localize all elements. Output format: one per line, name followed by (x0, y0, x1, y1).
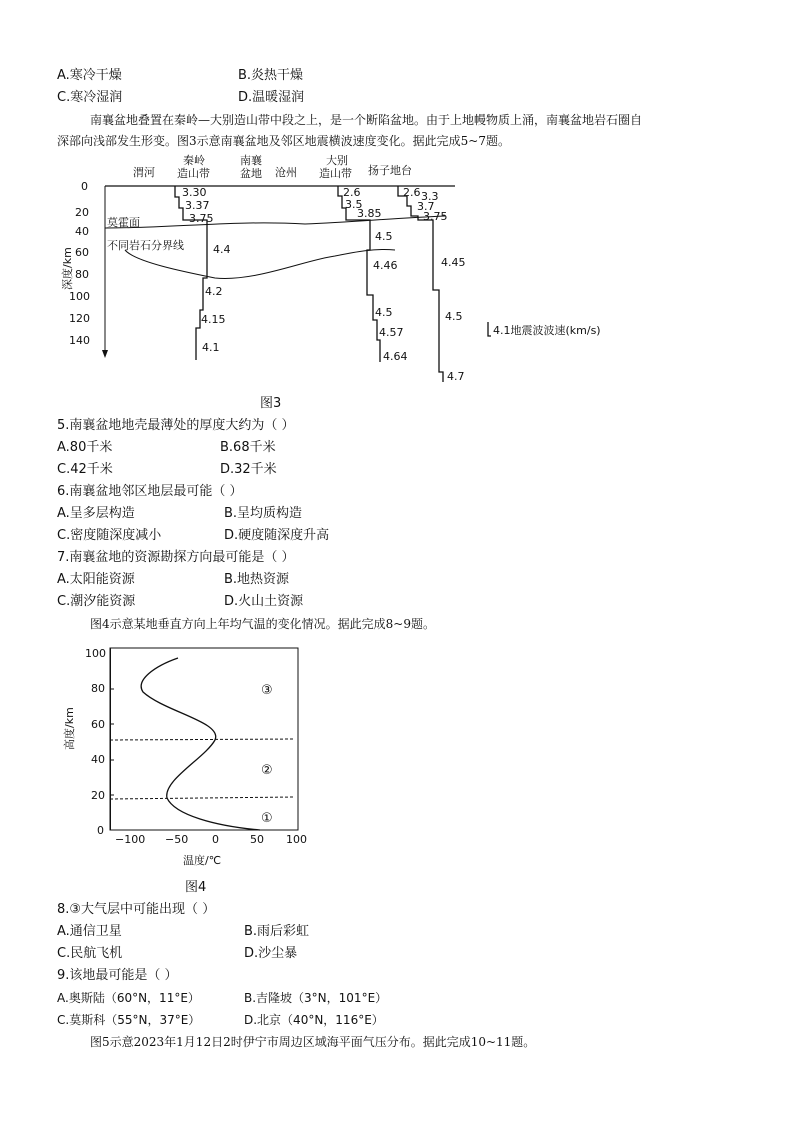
region-label: 盆地 (240, 167, 262, 180)
q5-option-c: C.42千米 (57, 462, 113, 477)
x-tick: −100 (115, 833, 146, 846)
speed-label: 4.4 (213, 243, 231, 256)
y-tick: 40 (91, 753, 105, 766)
temperature-curve (141, 658, 260, 830)
speed-label: 3.5 (345, 198, 363, 211)
speed-label: 4.5 (445, 310, 463, 323)
y-tick: 0 (97, 824, 104, 837)
speed-label: 3.75 (189, 212, 214, 225)
legend-text: 4.1地震波波速(km/s) (493, 324, 601, 337)
q7-option-d: D.火山土资源 (224, 594, 304, 609)
q5-option-a: A.80千米 (57, 440, 113, 455)
depth-tick: 100 (69, 290, 90, 303)
intro-5-7-line1: 南襄盆地叠置在秦岭—大别造山带中段之上，是一个断陷盆地。由于上地幔物质上涌，南襄盆地岩石圈自 (90, 113, 643, 127)
x-tick: 0 (212, 833, 219, 846)
q6-option-c: C.密度随深度减小 (57, 528, 162, 543)
rock-boundary-label: 不同岩石分界线 (107, 239, 184, 252)
q9-option-a: A.奥斯陆（60°N，11°E） (57, 991, 200, 1005)
intro-10-11: 图5示意2023年1月12日2时伊宁市周边区域海平面气压分布。据此完成10~11题。 (90, 1035, 536, 1049)
intro-8-9: 图4示意某地垂直方向上年均气温的变化情况。据此完成8~9题。 (90, 617, 435, 631)
y-tick: 60 (91, 718, 105, 731)
speed-label: 4.64 (383, 350, 408, 363)
speed-label: 4.2 (205, 285, 223, 298)
speed-label: 4.57 (379, 326, 404, 339)
speed-label: 2.6 (343, 186, 361, 199)
q9-stem: 9.该地最可能是（ ） (57, 968, 178, 983)
tropopause-line (110, 797, 295, 799)
y-ticks (85, 647, 106, 837)
q4-option-c: C.寒冷湿润 (57, 90, 123, 105)
depth-tick: 60 (75, 246, 89, 259)
q7-option-b: B.地热资源 (224, 572, 290, 587)
speed-label: 3.3 (421, 190, 439, 203)
x-tick: 100 (286, 833, 307, 846)
region-label: 渭河 (133, 166, 155, 179)
q6-option-a: A.呈多层构造 (57, 506, 135, 521)
q7-stem: 7.南襄盆地的资源勘探方向最可能是（ ） (57, 550, 295, 565)
region-label: 造山带 (319, 167, 352, 180)
speed-label: 4.5 (375, 306, 393, 319)
q8-option-b: B.雨后彩虹 (244, 924, 310, 939)
region-label: 沧州 (275, 166, 297, 179)
y-tick: 80 (91, 682, 105, 695)
q5-option-d: D.32千米 (220, 462, 277, 477)
speed-label: 4.5 (375, 230, 393, 243)
intro-5-7-line2: 深部向浅部发生形变。图3示意南襄盆地及邻区地震横波速度变化。据此完成5~7题。 (57, 134, 510, 148)
col1-speeds (182, 186, 231, 354)
depth-tick: 40 (75, 225, 89, 238)
region-label: 造山带 (177, 167, 210, 180)
y-tick: 20 (91, 789, 105, 802)
q8-option-d: D.沙尘暴 (244, 946, 298, 961)
q5-option-b: B.68千米 (220, 440, 276, 455)
y-axis-label: 高度/km (63, 707, 76, 750)
figure-4-temperature-profile (55, 640, 315, 880)
q4-option-a: A.寒冷干燥 (57, 68, 122, 83)
depth-tick: 20 (75, 206, 89, 219)
speed-label: 4.1 (202, 341, 220, 354)
q8-option-a: A.通信卫星 (57, 924, 122, 939)
speed-label: 4.15 (201, 313, 226, 326)
moho-label: 莫霍面 (107, 216, 140, 229)
q5-stem: 5.南襄盆地地壳最薄处的厚度大约为（ ） (57, 418, 295, 433)
q8-option-c: C.民航飞机 (57, 946, 123, 961)
q4-option-d: D.温暖湿润 (238, 90, 305, 105)
speed-label: 4.46 (373, 259, 398, 272)
x-axis-label: 温度/℃ (183, 854, 222, 867)
figure-3-seismic-profile (55, 150, 655, 390)
legend-icon (488, 322, 491, 336)
q6-stem: 6.南襄盆地邻区地层最可能（ ） (57, 484, 243, 499)
y-tick: 100 (85, 647, 106, 660)
speed-label: 3.85 (357, 207, 382, 220)
depth-axis-label: 深度/km (61, 247, 74, 290)
speed-label: 4.45 (441, 256, 466, 269)
region-label: 扬子地台 (368, 164, 412, 177)
q7-option-c: C.潮汐能资源 (57, 594, 136, 609)
q9-option-b: B.吉隆坡（3°N，101°E） (244, 991, 388, 1005)
depth-tick: 80 (75, 268, 89, 281)
q6-option-b: B.呈均质构造 (224, 506, 303, 521)
speed-label: 2.6 (403, 186, 421, 199)
region-label: 南襄 (240, 154, 262, 167)
q9-option-d: D.北京（40°N，116°E） (244, 1013, 384, 1027)
region-label: 大别 (326, 154, 348, 167)
figure-4-caption: 图4 (185, 880, 207, 895)
region-label: 秦岭 (183, 154, 205, 167)
x-ticks (115, 833, 307, 846)
q9-option-c: C.莫斯科（55°N，37°E） (57, 1013, 201, 1027)
speed-label: 3.30 (182, 186, 207, 199)
depth-tick: 0 (81, 180, 88, 193)
layer-1: ① (261, 811, 273, 826)
depth-tick: 140 (69, 334, 90, 347)
q8-stem: 8.③大气层中可能出现（ ） (57, 902, 216, 917)
x-tick: 50 (250, 833, 264, 846)
col2-speeds (343, 186, 408, 363)
layer-2: ② (261, 763, 273, 778)
speed-label: 4.7 (447, 370, 465, 383)
speed-label: 3.7 (417, 200, 435, 213)
q6-option-d: D.硬度随深度升高 (224, 528, 330, 543)
x-tick: −50 (165, 833, 189, 846)
figure-3-caption: 图3 (260, 396, 282, 411)
q4-option-b: B.炎热干燥 (238, 68, 304, 83)
stratopause-line (110, 739, 295, 740)
speed-label: 3.37 (185, 199, 210, 212)
q7-option-a: A.太阳能资源 (57, 572, 135, 587)
speed-label: 3.75 (423, 210, 448, 223)
depth-tick: 120 (69, 312, 90, 325)
layer-3: ③ (261, 683, 273, 698)
